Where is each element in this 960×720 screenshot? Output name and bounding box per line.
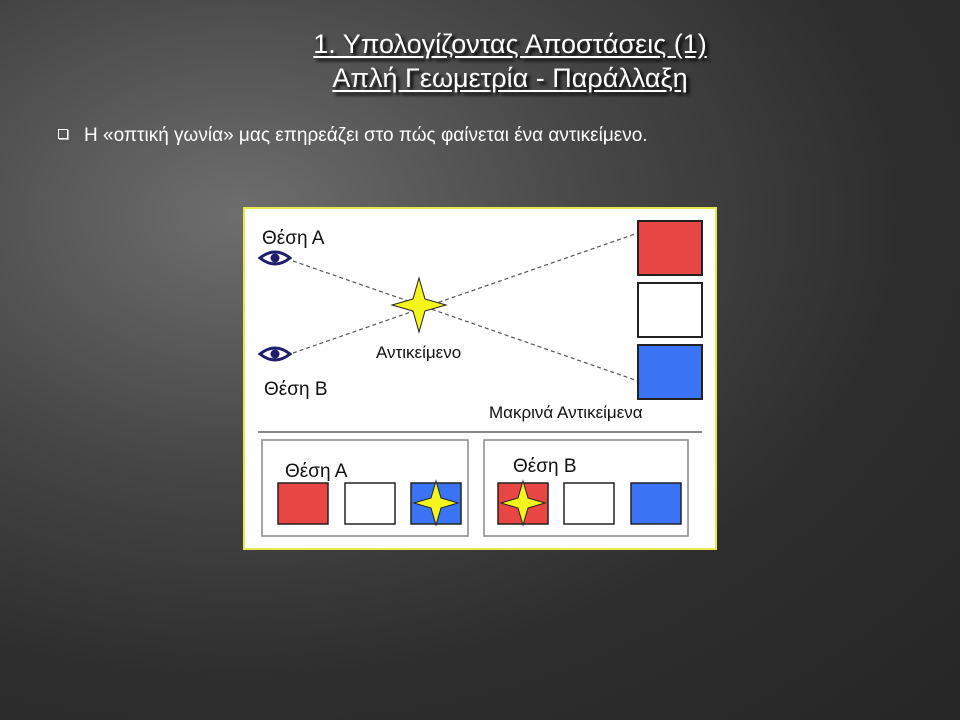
view-a-red <box>278 483 328 524</box>
parallax-diagram <box>243 207 717 550</box>
bullet-square-icon <box>58 129 68 139</box>
sight-line-b <box>293 233 638 353</box>
slide-title-line1: 1. Υπολογίζοντας Αποστάσεις (1) <box>313 29 707 59</box>
slide-title-line2: Απλή Γεωμετρία - Παράλλαξη <box>332 63 688 93</box>
bullet-text: Η «οπτική γωνία» μας επηρεάζει στο πώς φαίνεται ένα αντικείμενο. <box>84 125 648 146</box>
far-object-red <box>638 221 702 275</box>
view-a-white <box>345 483 395 524</box>
label-far-objects: Μακρινά Αντικείμενα <box>489 403 643 422</box>
eye-icon <box>260 252 290 264</box>
label-view-b: Θέση Β <box>513 456 577 477</box>
bullet-item <box>58 125 648 147</box>
label-position-b: Θέση Β <box>264 379 328 400</box>
sight-line-a <box>293 261 638 381</box>
view-b-white <box>564 483 614 524</box>
view-b-blue <box>631 483 681 524</box>
label-view-a: Θέση Α <box>285 461 348 482</box>
eye-icon <box>260 348 290 360</box>
star-icon <box>392 278 446 332</box>
far-object-blue <box>638 345 702 399</box>
label-position-a: Θέση Α <box>262 228 325 249</box>
label-object: Αντικείμενο <box>376 343 462 362</box>
far-object-white <box>638 283 702 337</box>
